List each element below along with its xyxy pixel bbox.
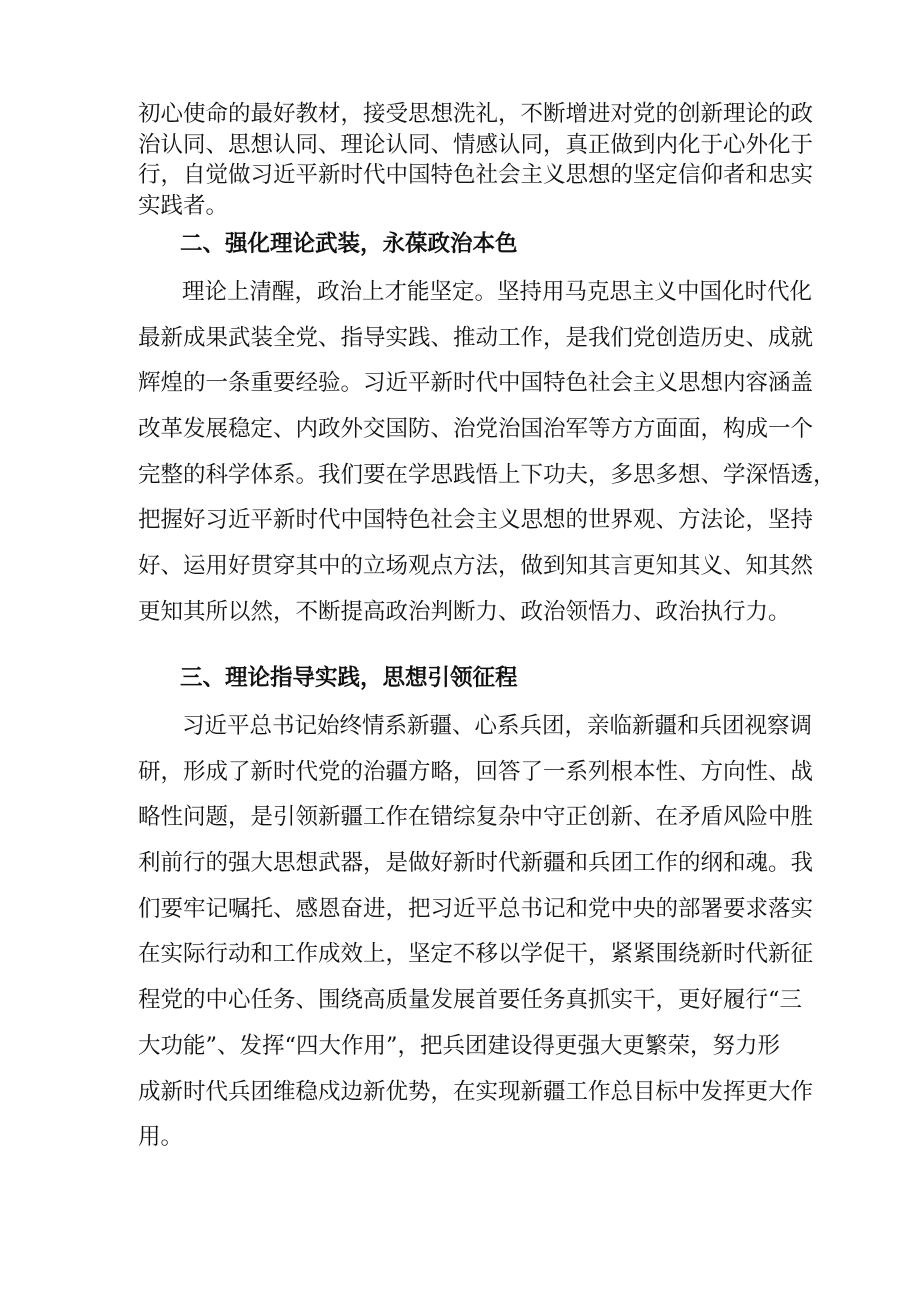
text-line: 理论上清醒，政治上才能坚定。坚持用马克思主义中国化时代化 [182,279,813,305]
text-line: 用。 [138,1124,184,1151]
text-line: 好、运用好贯穿其中的立场观点方法，做到知其言更知其义、知其然 [138,553,814,580]
text-line: 利前行的强大思想武器，是做好新时代新疆和兵团工作的纲和魂。我 [138,850,814,877]
section3-paragraph [138,704,814,1161]
text-line: 最新成果武装全党、指导实践、推动工作，是我们党创造历史、成就 [138,324,814,351]
text-line: 略性问题，是引领新疆工作在错综复杂中守正创新、在矛盾风险中胜 [138,804,814,831]
text-line: 完整的科学体系。我们要在学思践悟上下功夫，多思多想、学深悟透， [138,461,836,488]
text-line: 治认同、思想认同、理论认同、情感认同，真正做到内化于心外化于 [138,131,814,158]
text-line: 行，自觉做习近平新时代中国特色社会主义思想的坚定信仰者和忠实 [138,162,814,188]
intro-paragraph [138,99,814,221]
text-line: 程党的中心任务、围绕高质量发展首要任务真抓实干，更好履行“三 [138,987,803,1014]
text-line: 实践者。 [138,192,229,219]
text-line: 们要牢记嘱托、感恩奋进，把习近平总书记和党中央的部署要求落实 [138,895,814,922]
text-line: 在实际行动和工作成效上，坚定不移以学促干，紧紧围绕新时代新征 [138,941,814,968]
text-line: 成新时代兵团维稳戍边新优势，在实现新疆工作总目标中发挥更大作 [138,1078,814,1105]
text-line: 辉煌的一条重要经验。习近平新时代中国特色社会主义思想内容涵盖 [138,370,814,397]
section-heading-2: 二、强化理论武装，永葆政治本色 [180,231,518,257]
text-line: 初心使命的最好教材，接受思想洗礼，不断增进对党的创新理论的政 [138,101,814,127]
text-line: 把握好习近平新时代中国特色社会主义思想的世界观、方法论，坚持 [138,507,814,534]
text-line: 改革发展稳定、内政外交国防、治党治国治军等方方面面，构成一个 [138,416,814,443]
section-heading-3: 三、理论指导实践，思想引领征程 [180,665,518,691]
text-line: 习近平总书记始终情系新疆、心系兵团，亲临新疆和兵团视察调 [182,713,813,739]
text-line: 研，形成了新时代党的治疆方略，回答了一系列根本性、方向性、战 [138,758,814,785]
text-line: 更知其所以然，不断提高政治判断力、政治领悟力、政治执行力。 [138,598,791,625]
text-line: 大功能”、发挥“四大作用”，把兵团建设得更强大更繁荣，努力形 [138,1032,781,1059]
section2-paragraph [138,270,836,636]
